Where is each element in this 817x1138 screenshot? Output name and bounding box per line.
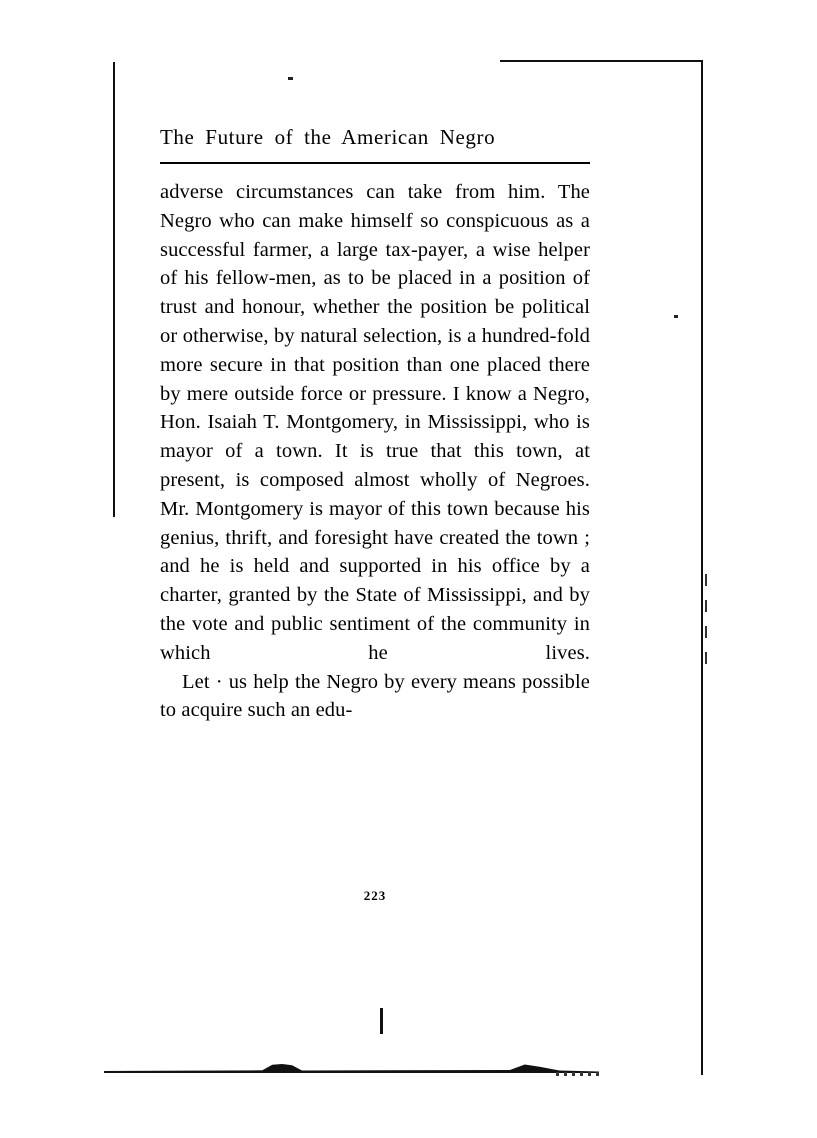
scan-mark-bottom-center xyxy=(380,1008,383,1034)
page-edge-mark-left xyxy=(113,62,115,517)
running-head: The Future of the American Negro xyxy=(160,125,496,149)
page-number: 223 xyxy=(363,888,387,903)
paragraph-continued: adverse circumstances can take from him. The Negro who can make himself so conspicuous as a successful farmer, a large tax-payer, a wise helper of his fellow-men, as to be placed in a position of trust and honour, whether the position be political or otherwise, by natural selection, is a hundred-fold more secure in that position than one placed there by mere outside force or pressure. I know a Negro, Hon. Isaiah T. Montgomery, in Mississippi, who is mayor of a town. It is true that this town, at present, is composed almost wholly of Negroes. Mr. Montgomery is mayor of this town because his genius, thrift, and foresight have created the town ; and he is held and supported in his office by a charter, granted by the State of Mississippi, and by the vote and public sentiment of the community in which he lives. xyxy=(160,181,590,664)
scan-speck-top xyxy=(288,77,293,80)
scan-tick-marks-right xyxy=(705,574,707,666)
scan-speckle-bottom-right xyxy=(556,1072,602,1076)
scan-speck-middle xyxy=(674,315,678,318)
page-bottom-shadow xyxy=(104,1064,599,1073)
paragraph-new-text: Let · us help the Negro by every means possible to acquire such an edu- xyxy=(160,670,590,722)
page-content xyxy=(160,125,590,725)
body-text xyxy=(160,178,590,725)
head-rule xyxy=(160,162,590,164)
page-edge-mark-top-right xyxy=(500,60,703,62)
page-edge-mark-right xyxy=(701,60,703,1075)
paragraph-new xyxy=(160,668,590,726)
